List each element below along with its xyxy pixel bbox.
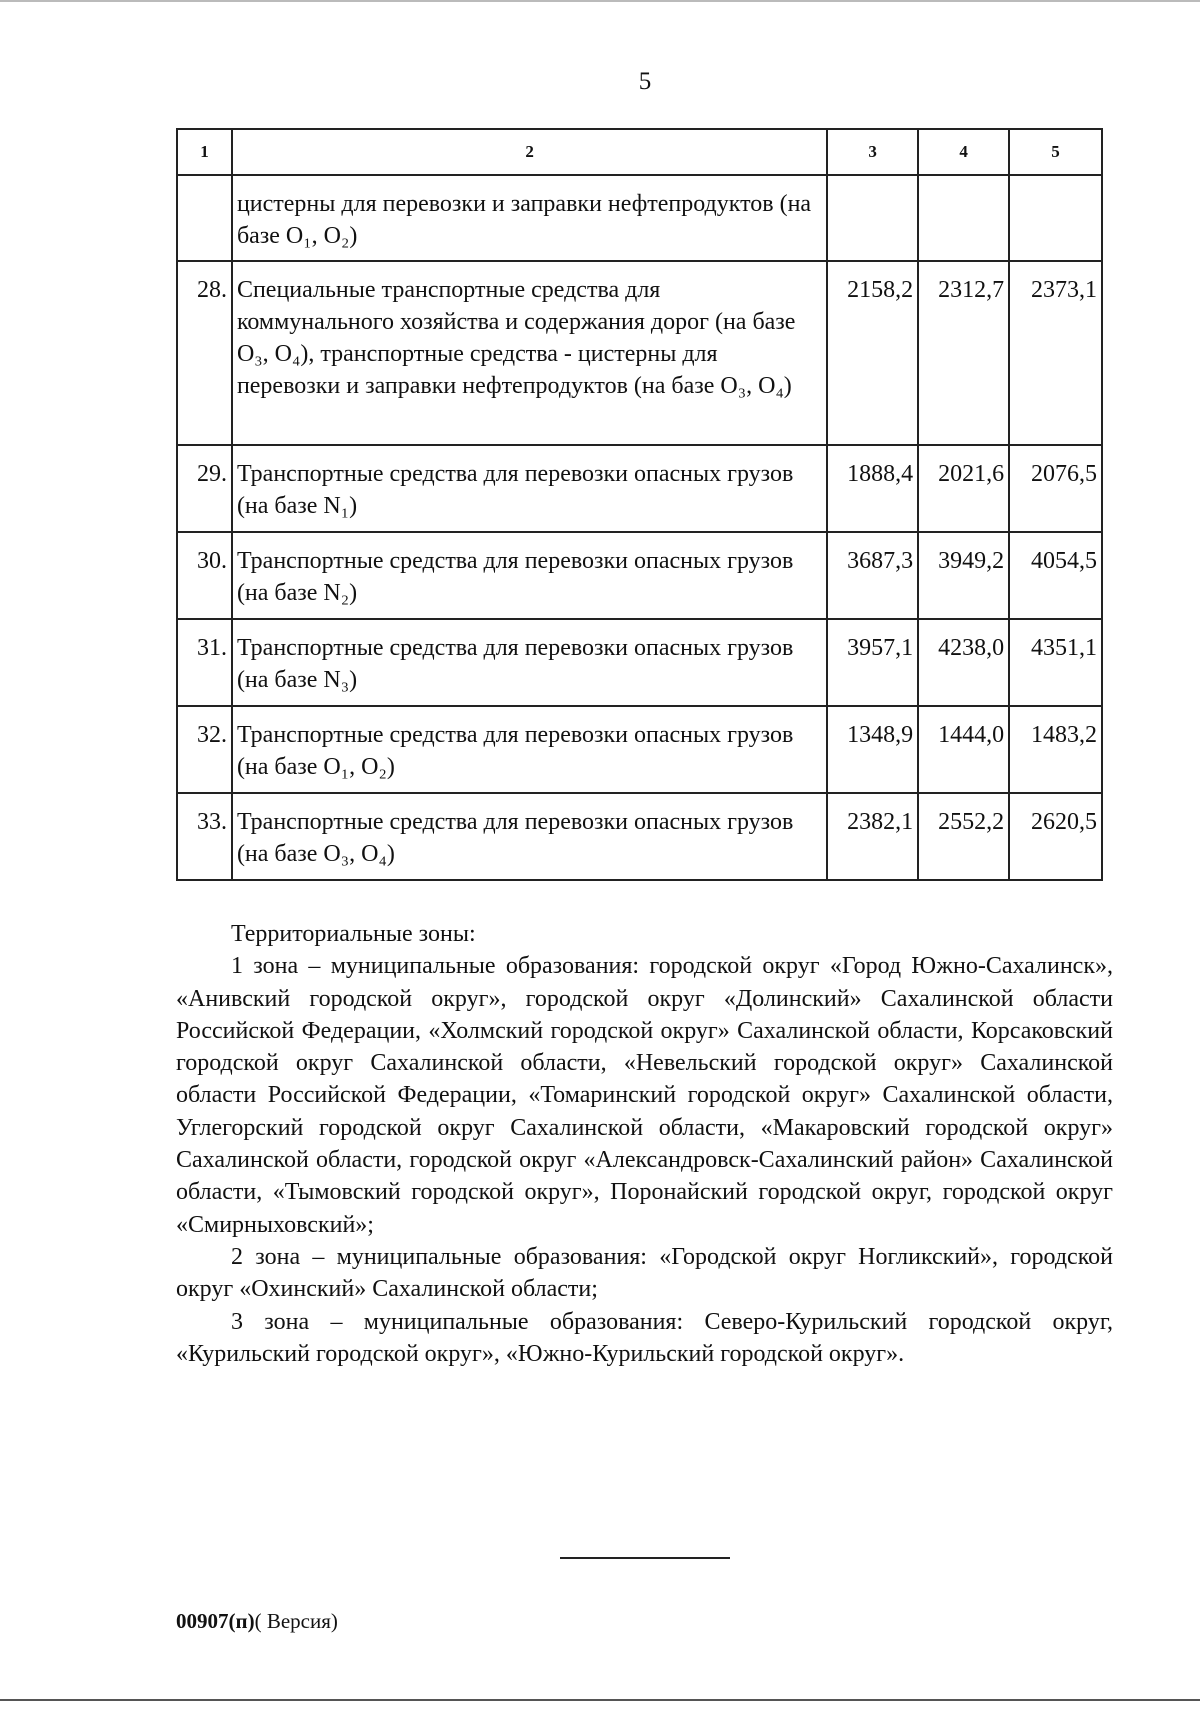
column-header-1: 1 [177,129,232,175]
row-description: Транспортные средства для перевозки опасных грузов (на базе N₃) [232,619,827,706]
document-version: ( Версия) [254,1609,338,1633]
row-description: Транспортные средства для перевозки опасных грузов (на базе O₁, O₂) [232,706,827,793]
row-number [177,175,232,261]
zone-1-paragraph: 1 зона – муниципальные образования: городской округ «Город Южно-Сахалинск», «Анивский городской округ», городской округ «Долинский» Сахалинской области Российской Федерации, «Холмский городской округ» Сахалинской области, Корсаковский городской округ Сахалинской области, «Невельский городской округ» Сахалинской области Российской Федерации, «Томаринский городской округ» Сахалинской области, Углегорский городской округ Сахалинской области, «Макаровский городской округ» Сахалинской области, городской округ «Александровск-Сахалинский район» Сахалинской области, «Тымовский городской округ», Поронайский городской округ, городской округ «Смирныховский»; [176,953,1113,1238]
row-number: 31. [177,619,232,706]
row-value-3: 3957,1 [827,619,918,706]
row-value-4: 2021,6 [918,445,1009,532]
row-value-5 [1009,175,1102,261]
row-description: Специальные транспортные средства для коммунального хозяйства и содержания дорог (на базе O₃, O₄), транспортные средства - цистерны для перевозки и заправки нефтепродуктов (на базе O₃, O₄) [232,261,827,445]
row-value-3: 2382,1 [827,793,918,880]
table-row [177,793,1102,880]
table-row [177,532,1102,619]
row-number: 29. [177,445,232,532]
row-value-3: 1348,9 [827,706,918,793]
document-number: 00907(п) [176,1609,255,1633]
row-value-3: 2158,2 [827,261,918,445]
row-value-3: 3687,3 [827,532,918,619]
row-value-4: 3949,2 [918,532,1009,619]
zones-heading: Территориальные зоны: [231,921,476,947]
row-number: 28. [177,261,232,445]
row-value-5: 2373,1 [1009,261,1102,445]
row-description: Транспортные средства для перевозки опасных грузов (на базе N₂) [232,532,827,619]
row-description: Транспортные средства для перевозки опасных грузов (на базе N₁) [232,445,827,532]
row-value-5: 4054,5 [1009,532,1102,619]
column-header-5: 5 [1009,129,1102,175]
closing-rule [560,1557,730,1559]
row-description: Транспортные средства для перевозки опасных грузов (на базе O₃, O₄) [232,793,827,880]
table-row [177,706,1102,793]
table-row [177,445,1102,532]
column-header-3: 3 [827,129,918,175]
row-value-4 [918,175,1009,261]
scan-edge-bottom [0,1699,1200,1701]
page-number: 5 [638,68,652,95]
row-number: 33. [177,793,232,880]
zone-2-paragraph: 2 зона – муниципальные образования: «Городской округ Ногликский», городской округ «Охинский» Сахалинской области; [176,1243,1113,1303]
row-value-4: 4238,0 [918,619,1009,706]
table-row [177,619,1102,706]
table-header-row [177,129,1102,175]
row-value-5: 4351,1 [1009,619,1102,706]
row-value-4: 1444,0 [918,706,1009,793]
document-code [176,1609,338,1634]
territorial-zones-section [176,918,1113,1370]
row-number: 30. [177,532,232,619]
row-value-4: 2312,7 [918,261,1009,445]
row-number: 32. [177,706,232,793]
zone-3-paragraph: 3 зона – муниципальные образования: Северо-Курильский городской округ, «Курильский городской округ», «Южно-Курильский городской округ». [176,1308,1113,1367]
row-value-5: 2076,5 [1009,445,1102,532]
row-description: цистерны для перевозки и заправки нефтепродуктов (на базе O₁, O₂) [232,175,827,261]
row-value-3: 1888,4 [827,445,918,532]
table-row [177,261,1102,445]
table-row [177,175,1102,261]
row-value-4: 2552,2 [918,793,1009,880]
scan-edge-top [0,0,1200,2]
row-value-5: 2620,5 [1009,793,1102,880]
row-value-3 [827,175,918,261]
column-header-4: 4 [918,129,1009,175]
row-value-5: 1483,2 [1009,706,1102,793]
rates-table [176,128,1103,881]
column-header-2: 2 [232,129,827,175]
